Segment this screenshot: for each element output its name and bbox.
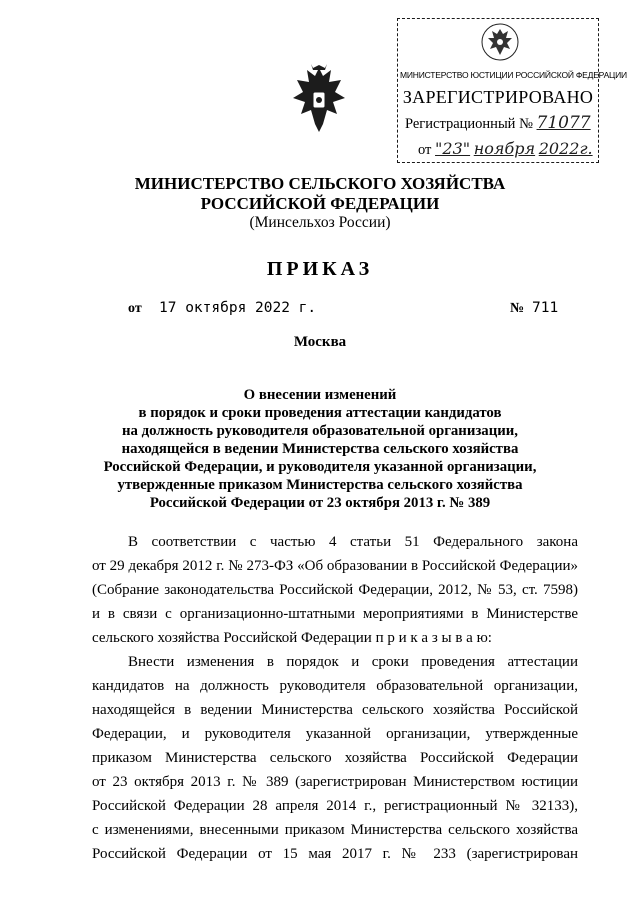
- body-line: от 29 декабря 2012 г. № 273-ФЗ «Об образовании в Российской Федерации»: [92, 558, 578, 574]
- title-line: в порядок и сроки проведения аттестации кандидатов: [138, 405, 502, 421]
- body-line: с изменениями, внесенными приказом Министерства сельского хозяйства: [92, 822, 578, 838]
- order-number-label: №: [510, 301, 525, 316]
- coat-of-arms-icon: [287, 62, 351, 140]
- body-line: находящейся в ведении Министерства сельского хозяйства Российской: [92, 702, 578, 718]
- order-date-value: 17 октября 2022 г.: [159, 300, 317, 316]
- document-type-title: ПРИКАЗ: [266, 258, 374, 280]
- body-line: Федерации, и руководителя указанной организации, утвержденные: [92, 726, 578, 742]
- stamp-reg-number: 71077: [536, 113, 591, 133]
- stamp-reg-label: Регистрационный №: [405, 116, 533, 132]
- stamp-registered-label: ЗАРЕГИСТРИРОВАНО: [402, 87, 594, 107]
- body-line: приказом Министерства сельского хозяйства Российской Федерации: [92, 750, 578, 766]
- ministry-short-name: (Минсельхоз России): [249, 214, 391, 231]
- stamp-date-month: ноября: [473, 139, 536, 158]
- body-line: Внести изменения в порядок и сроки проведения аттестации: [128, 654, 578, 670]
- title-line: находящейся в ведении Министерства сельского хозяйства: [121, 441, 519, 457]
- body-line: кандидатов на должность руководителя образовательной организации,: [92, 678, 578, 694]
- body-line: Российской Федерации 28 апреля 2014 г., регистрационный № 32133),: [92, 798, 578, 814]
- ministry-name-line2: РОССИЙСКОЙ ФЕДЕРАЦИИ: [200, 194, 440, 213]
- title-line: на должность руководителя образовательной организации,: [122, 423, 518, 439]
- body-line: (Собрание законодательства Российской Федерации, 2012, № 53, ст. 7598): [92, 582, 578, 598]
- order-date-label: от: [128, 301, 142, 316]
- ministry-name-line1: МИНИСТЕРСТВО СЕЛЬСКОГО ХОЗЯЙСТВА: [134, 174, 506, 193]
- title-line: О внесении изменений: [243, 387, 397, 403]
- body-line: и в связи с организационно-штатными мероприятиями в Министерстве: [92, 606, 578, 622]
- body-line: Российской Федерации от 15 мая 2017 г. № 233 (зарегистрирован: [92, 846, 578, 862]
- stamp-date-day: "23": [435, 139, 471, 158]
- body-line: от 23 октября 2013 г. № 389 (зарегистрирован Министерством юстиции: [92, 774, 578, 790]
- body-line: В соответствии с частью 4 статьи 51 Федерального закона: [128, 534, 578, 550]
- title-line: Российской Федерации от 23 октября 2013 г. № 389: [149, 495, 491, 511]
- city: Москва: [293, 334, 347, 350]
- registration-stamp: [397, 18, 627, 163]
- stamp-date-prefix: от: [418, 142, 432, 158]
- order-number-value: 711: [532, 300, 559, 316]
- stamp-eagle-emblem-icon: [480, 22, 520, 62]
- stamp-date-row: [418, 139, 593, 159]
- stamp-registration-number-row: [405, 113, 591, 133]
- title-line: Российской Федерации, и руководителя указанной организации,: [103, 459, 537, 475]
- stamp-date-year: 2022г.: [538, 139, 593, 158]
- title-line: утвержденные приказом Министерства сельского хозяйства: [117, 477, 523, 493]
- stamp-ministry-name: МИНИСТЕРСТВО ЮСТИЦИИ РОССИЙСКОЙ ФЕДЕРАЦИИ: [400, 70, 627, 80]
- body-line: сельского хозяйства Российской Федерации п р и к а з ы в а ю:: [92, 630, 492, 646]
